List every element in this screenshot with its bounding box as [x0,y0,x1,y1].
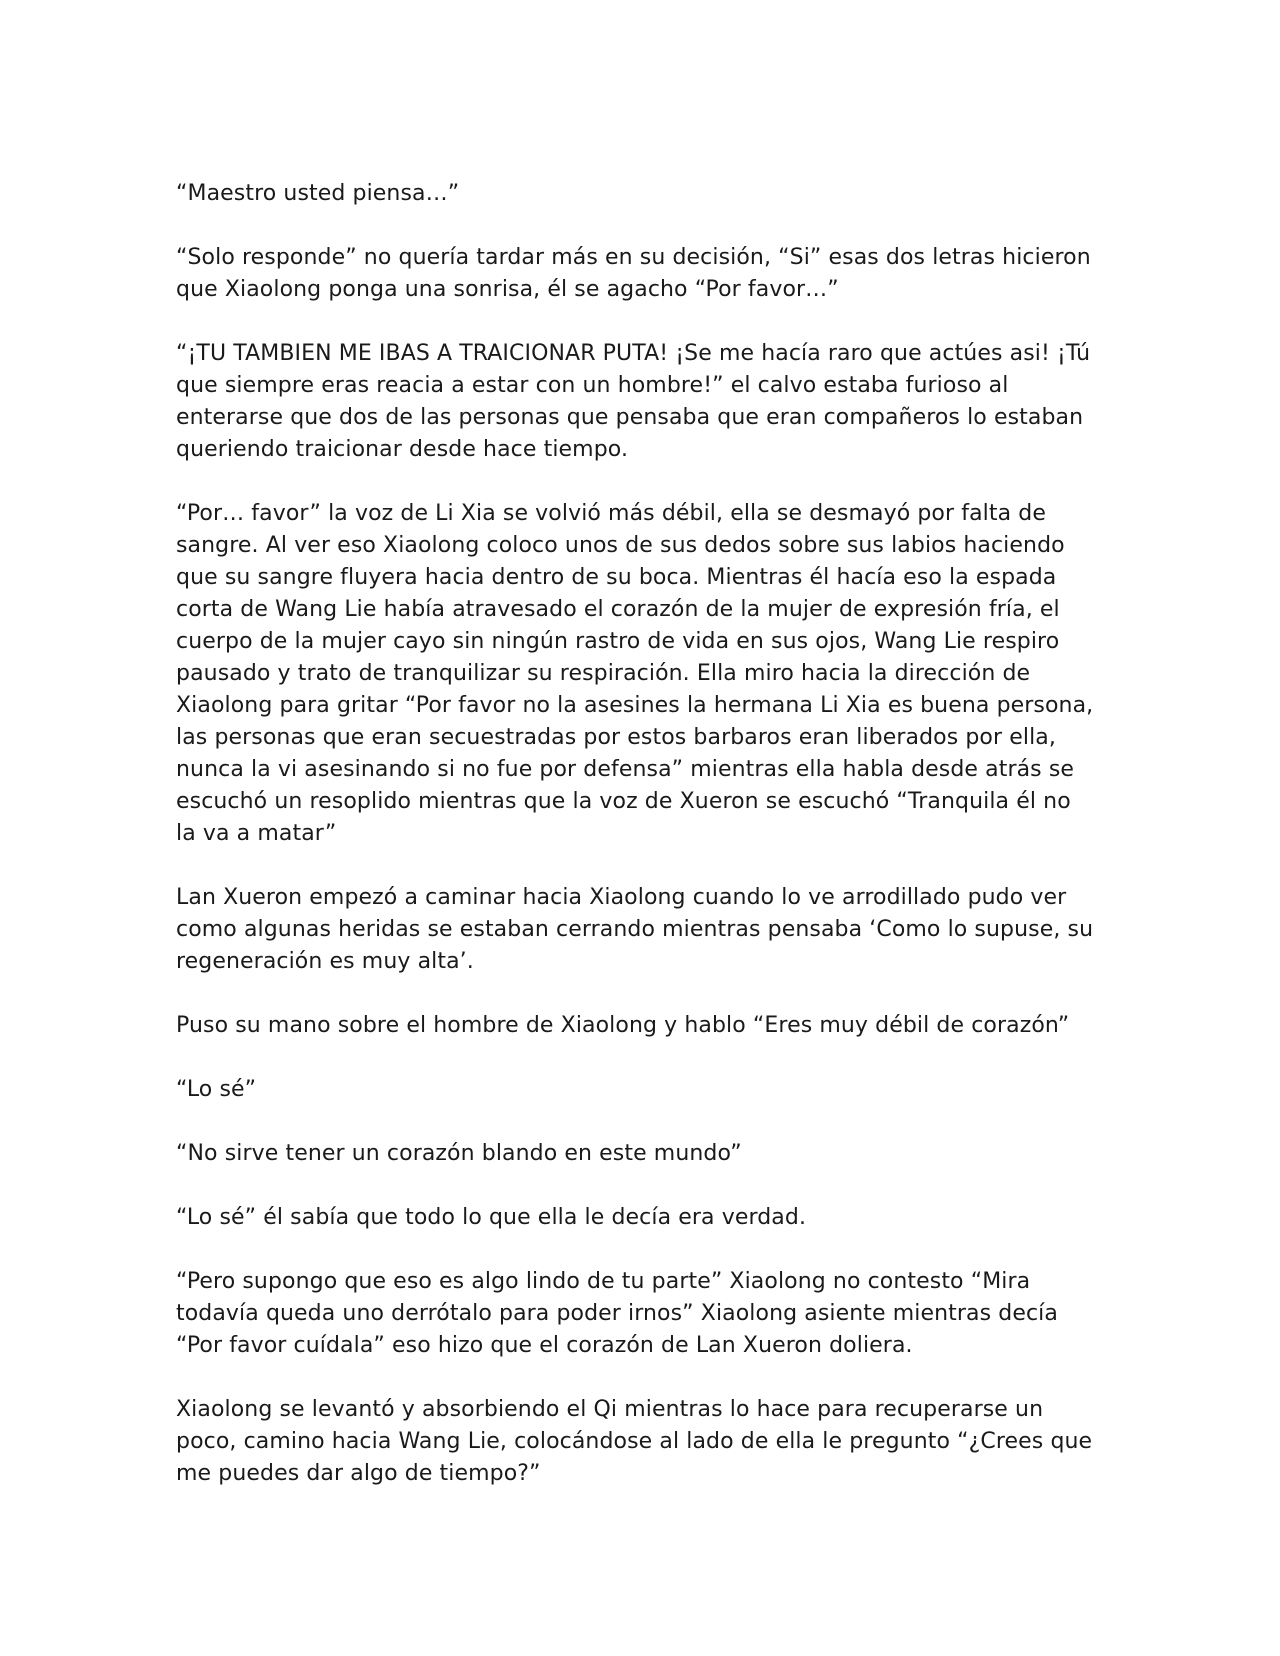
paragraph-10: “Pero supongo que eso es algo lindo de tu parte” Xiaolong no contesto “Mira todavía queda uno derrótalo para poder irnos” Xiaolong asiente mientras decía “Por favor cuídala” eso hizo que el corazón de Lan Xueron doliera. [176,1269,1058,1358]
paragraph-9: “Lo sé” él sabía que todo lo que ella le decía era verdad. [176,1205,807,1230]
document-body [176,178,1096,1522]
paragraph-5: Lan Xueron empezó a caminar hacia Xiaolong cuando lo ve arrodillado pudo ver como algunas heridas se estaban cerrando mientras pensaba ‘Como lo supuse, su regeneración es muy alta’. [176,885,1094,974]
paragraph-7: “Lo sé” [176,1077,257,1102]
paragraph-1: “Maestro usted piensa…” [176,181,460,206]
paragraph-6: Puso su mano sobre el hombre de Xiaolong y hablo “Eres muy débil de corazón” [176,1013,1070,1038]
paragraph-2: “Solo responde” no quería tardar más en su decisión, “Si” esas dos letras hicieron que Xiaolong ponga una sonrisa, él se agacho “Por favor…” [176,245,1091,302]
paragraph-4: “Por… favor” la voz de Li Xia se volvió más débil, ella se desmayó por falta de sangre. Al ver eso Xiaolong coloco unos de sus dedos sobre sus labios haciendo que su sangre fluyera hacia dentro de su boca. Mientras él hacía eso la espada corta de Wang Lie había atravesado el corazón de la mujer de expresión fría, el cuerpo de la mujer cayo sin ningún rastro de vida en sus ojos, Wang Lie respiro pausado y trato de tranquilizar su respiración. Ella miro hacia la dirección de Xiaolong para gritar “Por favor no la asesines la hermana Li Xia es buena persona, las personas que eran secuestradas por estos barbaros eran liberados por ella, nunca la vi asesinando si no fue por defensa” mientras ella habla desde atrás se escuchó un resoplido mientras que la voz de Xueron se escuchó “Tranquila él no la va a matar” [176,501,1094,846]
paragraph-8: “No sirve tener un corazón blando en este mundo” [176,1141,742,1166]
paragraph-3: “¡TU TAMBIEN ME IBAS A TRAICIONAR PUTA! ¡Se me hacía raro que actúes asi! ¡Tú que siempre eras reacia a estar con un hombre!” el calvo estaba furioso al enterarse que dos de las personas que pensaba que eran compañeros lo estaban queriendo traicionar desde hace tiempo. [176,341,1091,462]
paragraph-11: Xiaolong se levantó y absorbiendo el Qi mientras lo hace para recuperarse un poco, camino hacia Wang Lie, colocándose al lado de ella le pregunto “¿Crees que me puedes dar algo de tiempo?” [176,1397,1093,1486]
